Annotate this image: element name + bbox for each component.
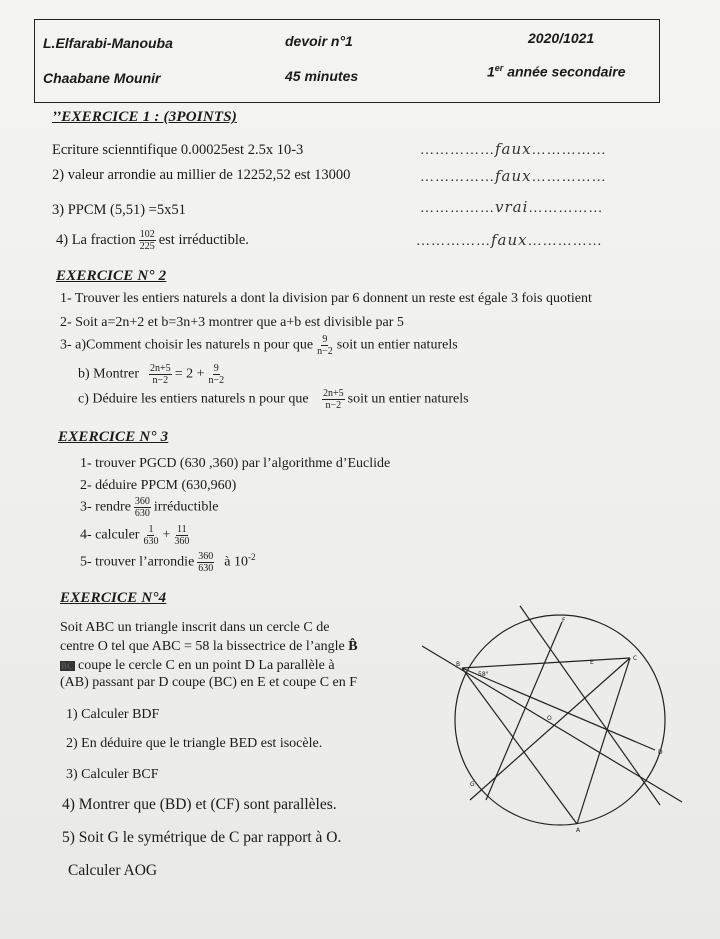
- ex4-question-3: 3) Calculer BCF: [66, 767, 159, 782]
- exercise-1-title: ’’EXERCICE 1 : (3POINTS): [52, 109, 237, 125]
- duration: 45 minutes: [285, 68, 359, 84]
- label-b: B: [456, 661, 461, 668]
- answer-2-handwritten: faux: [495, 167, 532, 185]
- ex4-intro-line-2: centre O tel que ABC = 58 la bissectrice de l’angle B̂: [60, 639, 358, 654]
- answer-1-handwritten: faux: [495, 140, 532, 158]
- answer-line-2: ……………faux……………: [420, 167, 607, 185]
- line-through-c-and-d: [422, 646, 682, 802]
- header-box: [34, 19, 660, 103]
- ex2-question-3c: c) Déduire les entiers naturels n pour que $\frac{2n+5}{n-2}$ soit un entier naturels: [78, 388, 469, 411]
- school-name: L.Elfarabi-Manouba: [43, 35, 173, 51]
- label-c: C: [633, 655, 638, 662]
- fraction-102-225: $\frac{102}{225}$: [139, 229, 155, 252]
- ex3-question-1: 1- trouver PGCD (630 ,360) par l’algorithme d’Euclide: [80, 456, 391, 471]
- answer-line-1: ……………faux……………: [420, 140, 607, 158]
- exercise-3-title: EXERCICE N° 3: [58, 429, 169, 445]
- ex2-question-3b: b) Montrer $\frac{2n+5}{n-2}$ = 2 + $\frac{9}{n-2}$: [78, 363, 225, 386]
- school-year: 2020/1021: [528, 30, 595, 46]
- label-e: E: [590, 659, 594, 666]
- bisector-bd: [462, 668, 655, 750]
- side-ba: [462, 668, 577, 824]
- answer-3-handwritten: vrai: [495, 198, 529, 216]
- ex3-question-4: 4- calculer $\frac{1}{630}$ + $\frac{11}{360}$: [80, 524, 190, 547]
- exercise-4-title: EXERCICE N°4: [60, 590, 167, 606]
- class-level: 1er année secondaire: [487, 63, 626, 80]
- ex2-question-3a: 3- a)Comment choisir les naturels n pour que $\frac{9}{n-2}$ soit un entier naturels: [60, 334, 458, 357]
- ex4-intro-line-1: Soit ABC un triangle inscrit dans un cercle C de: [60, 620, 330, 635]
- label-g: G: [470, 781, 475, 788]
- teacher-name: Chaabane Mounir: [43, 70, 161, 86]
- ex3-question-3: 3- rendre $\frac{360}{630}$ irréductible: [80, 496, 219, 519]
- ex1-question-4: 4) La fraction $\frac{102}{225}$ est irréductible.: [56, 229, 249, 252]
- devoir-number: devoir n°1: [285, 33, 353, 49]
- label-a: A: [576, 827, 581, 834]
- ex4-question-2: 2) En déduire que le triangle BED est isocèle.: [66, 736, 323, 751]
- label-f: F: [562, 617, 566, 624]
- ex4-question-1: 1) Calculer BDF: [66, 707, 160, 722]
- ex4-question-4: 4) Montrer que (BD) et (CF) sont parallèles.: [62, 796, 337, 813]
- label-o: O: [547, 715, 552, 722]
- ex4-question-5: 5) Soit G le symétrique de C par rapport à O.: [62, 829, 342, 846]
- ex4-intro-line-3: BC coupe le cercle C en un point D La parallèle à: [61, 658, 335, 673]
- ex3-question-2: 2- déduire PPCM (630,960): [80, 478, 237, 493]
- label-d: D: [658, 749, 663, 756]
- exercise-2-title: EXERCICE N° 2: [56, 268, 167, 284]
- line-cf: [486, 622, 562, 800]
- answer-4-handwritten: faux: [491, 231, 528, 249]
- ex1-question-3: 3) PPCM (5,51) =5x51: [52, 202, 186, 218]
- ex4-intro-line-4: (AB) passant par D coupe (BC) en E et coupe C en F: [60, 675, 358, 690]
- geometry-figure: [410, 600, 720, 840]
- ex2-question-1: 1- Trouver les entiers naturels a dont la division par 6 donnent un reste est égale 3 fois quotient: [60, 291, 592, 306]
- ex4-question-6: Calculer AOG: [68, 862, 158, 879]
- ex3-question-5: 5- trouver l’arrondie $\frac{360}{630}$ à $10^{-2}$: [80, 551, 256, 574]
- ex1-question-2: 2) valeur arrondie au millier de 12252,52 est 13000: [52, 167, 351, 183]
- ex1-question-1: Ecriture scienntifique 0.00025est 2.5x 10-3: [52, 142, 304, 158]
- answer-line-4: ……………faux……………: [416, 231, 603, 249]
- side-ca: [577, 658, 630, 824]
- angle-label: 58°: [478, 671, 489, 678]
- answer-line-3: ……………vrai……………: [420, 198, 604, 216]
- ex2-question-2: 2- Soit a=2n+2 et b=3n+3 montrer que a+b est divisible par 5: [60, 315, 404, 330]
